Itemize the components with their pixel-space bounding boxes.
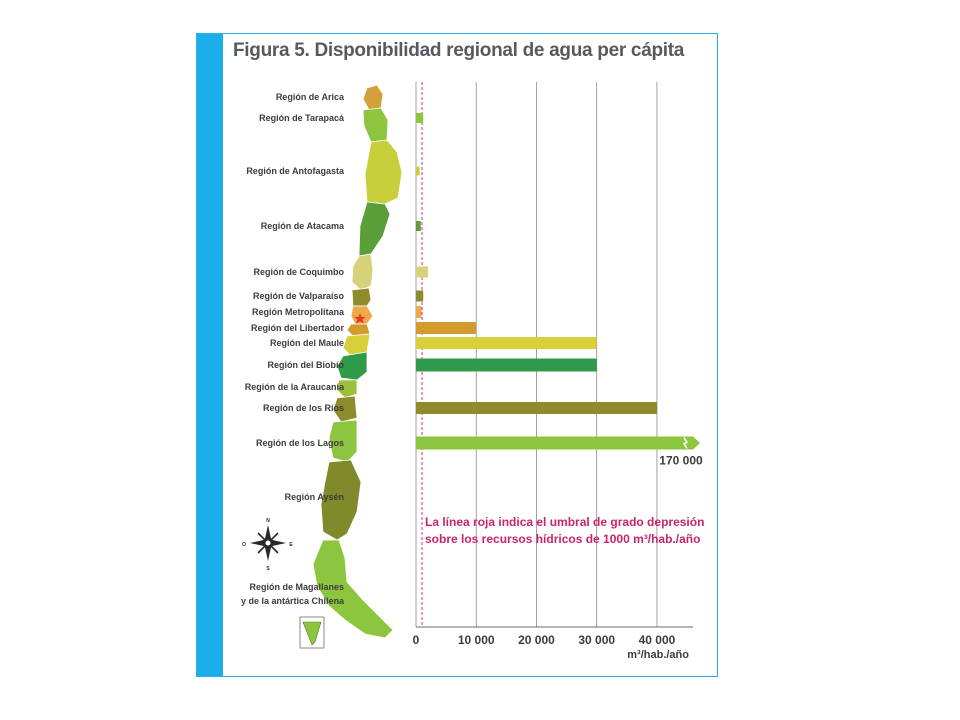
bar bbox=[416, 113, 423, 123]
region-label: Región del Biobío bbox=[267, 360, 344, 370]
region-label: Región de Magallanes bbox=[249, 582, 344, 592]
antarctic-inset bbox=[300, 617, 324, 648]
figure-frame bbox=[196, 33, 718, 677]
bar bbox=[416, 267, 428, 278]
threshold-note-line: La línea roja indica el umbral de grado depresión bbox=[425, 515, 705, 529]
region-label: Región de los Lagos bbox=[255, 438, 344, 448]
bar bbox=[416, 402, 657, 414]
compass-rose bbox=[242, 518, 293, 572]
compass-letter: O bbox=[242, 542, 246, 548]
chart-bars bbox=[416, 113, 703, 468]
bar bbox=[416, 337, 597, 349]
bar bbox=[416, 359, 597, 372]
x-tick-label: 40 000 bbox=[638, 633, 676, 647]
bar bbox=[416, 221, 421, 231]
x-tick-label: 20 000 bbox=[518, 633, 555, 647]
map-region bbox=[363, 108, 388, 142]
x-tick-label: 10 000 bbox=[457, 633, 495, 647]
region-label: y de la antártica Chilena bbox=[240, 596, 344, 606]
region-label: Región de Atacama bbox=[260, 221, 344, 231]
map-region bbox=[365, 140, 402, 204]
bar bbox=[416, 437, 700, 450]
region-label: Región de los Ríos bbox=[262, 403, 344, 413]
x-tick-label: 0 bbox=[412, 633, 420, 647]
region-label: Región Aysén bbox=[284, 492, 344, 502]
chart-title: Figura 5. Disponibilidad regional de agua per cápita bbox=[233, 40, 685, 61]
x-axis-label: m³/hab./año bbox=[627, 649, 689, 661]
region-label: Región de Tarapacá bbox=[259, 113, 344, 123]
compass-letter: E bbox=[289, 542, 293, 548]
map-region bbox=[352, 288, 371, 306]
compass-letter: N bbox=[266, 518, 270, 524]
chart-canvas bbox=[197, 34, 719, 678]
break-value-label: 170 000 bbox=[659, 453, 703, 468]
threshold-note-line: sobre los recursos hídricos de 1000 m³/hab./año bbox=[425, 532, 701, 546]
map-region bbox=[352, 254, 373, 290]
map-region bbox=[363, 85, 383, 110]
bar bbox=[416, 167, 420, 176]
region-label: Región de Valparaíso bbox=[252, 291, 344, 301]
region-label: Región del Maule bbox=[269, 338, 344, 348]
region-label: Región Metropolitana bbox=[252, 307, 344, 317]
threshold-note bbox=[425, 515, 704, 546]
region-label: Región de Arica bbox=[275, 92, 344, 102]
region-label: Región de Coquimbo bbox=[253, 267, 344, 277]
bar bbox=[416, 322, 476, 334]
region-label: Región de Antofagasta bbox=[246, 166, 344, 176]
map-region bbox=[359, 202, 390, 256]
x-axis-ticks bbox=[413, 633, 690, 661]
x-tick-label: 30 000 bbox=[578, 633, 616, 647]
region-label: Región de la Araucanía bbox=[244, 382, 344, 392]
compass-letter: S bbox=[266, 566, 270, 572]
bar bbox=[416, 306, 421, 318]
bar bbox=[416, 291, 423, 302]
compass-center bbox=[265, 540, 271, 546]
region-label: Región del Libertador bbox=[250, 323, 344, 333]
